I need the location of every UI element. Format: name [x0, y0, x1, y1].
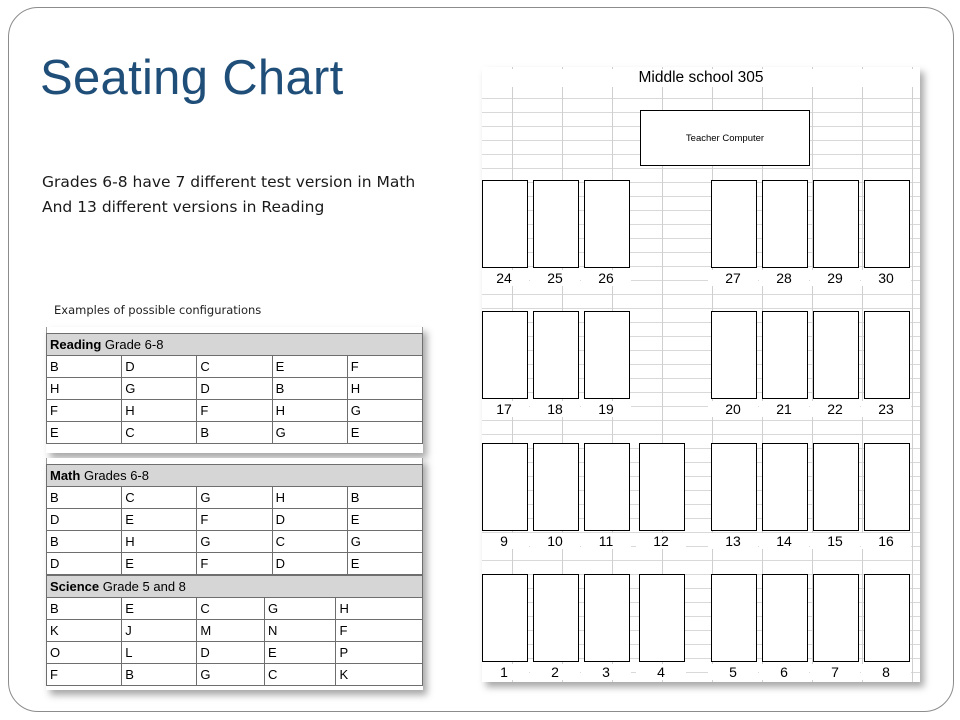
desk-number: 10	[530, 533, 580, 549]
desk-number: 20	[708, 401, 758, 417]
science-cell: C	[197, 598, 265, 620]
math-cell: E	[122, 509, 197, 531]
reading-table	[46, 327, 423, 453]
configurations-caption: Examples of possible configurations	[54, 303, 262, 317]
reading-cell: H	[272, 400, 347, 422]
desk-number: 23	[861, 401, 911, 417]
science-cell: M	[197, 620, 265, 642]
science-cell: C	[265, 664, 336, 686]
reading-cell: B	[272, 378, 347, 400]
desk-number: 11	[581, 533, 631, 549]
science-cell: G	[265, 598, 336, 620]
science-cell: D	[197, 642, 265, 664]
science-cell: E	[265, 642, 336, 664]
seating-chart-title: Middle school 305	[482, 69, 920, 87]
desk-number: 30	[861, 270, 911, 286]
reading-cell: H	[122, 400, 197, 422]
reading-row	[47, 400, 423, 422]
student-desk	[584, 574, 630, 662]
math-cell: B	[47, 531, 122, 553]
math-cell: C	[272, 531, 347, 553]
student-desk	[482, 443, 528, 531]
student-desk	[711, 443, 757, 531]
science-cell: F	[336, 620, 423, 642]
reading-grid	[46, 333, 423, 444]
science-cell: B	[47, 598, 122, 620]
science-cell: B	[122, 664, 197, 686]
math-cell: C	[122, 487, 197, 509]
teacher-computer-box: Teacher Computer	[640, 110, 810, 166]
body-line-2: And 13 different versions in Reading	[42, 198, 325, 216]
reading-cell: H	[347, 378, 422, 400]
reading-cell: C	[122, 422, 197, 444]
student-desk	[584, 311, 630, 399]
desk-number: 12	[636, 533, 686, 549]
science-cell: L	[122, 642, 197, 664]
reading-cell: G	[272, 422, 347, 444]
reading-cell: F	[347, 356, 422, 378]
student-desk	[864, 443, 910, 531]
student-desk	[533, 443, 579, 531]
reading-cell: G	[347, 400, 422, 422]
desk-number: 5	[708, 664, 758, 680]
desk-number: 26	[581, 270, 631, 286]
student-desk	[482, 180, 528, 268]
reading-row	[47, 356, 423, 378]
student-desk	[639, 574, 685, 662]
math-row	[47, 509, 423, 531]
math-cell: D	[47, 553, 122, 575]
reading-row	[47, 378, 423, 400]
student-desk	[813, 180, 859, 268]
student-desk	[864, 311, 910, 399]
student-desk	[762, 574, 808, 662]
reading-cell: D	[197, 378, 272, 400]
desk-number: 18	[530, 401, 580, 417]
student-desk	[533, 574, 579, 662]
desk-number: 6	[759, 664, 809, 680]
math-cell: D	[47, 509, 122, 531]
student-desk	[533, 180, 579, 268]
science-cell: K	[336, 664, 423, 686]
desk-number: 25	[530, 270, 580, 286]
desk-number: 27	[708, 270, 758, 286]
student-desk	[762, 311, 808, 399]
science-cell: E	[122, 598, 197, 620]
reading-cell: E	[47, 422, 122, 444]
slide-title: Seating Chart	[40, 51, 344, 105]
student-desk	[711, 180, 757, 268]
science-cell: H	[336, 598, 423, 620]
slide-body	[42, 170, 422, 220]
desk-number: 8	[861, 664, 911, 680]
student-desk	[762, 443, 808, 531]
science-grid	[46, 575, 423, 686]
desk-number: 1	[482, 664, 529, 680]
math-cell: D	[272, 509, 347, 531]
math-cell: H	[122, 531, 197, 553]
desk-number: 14	[759, 533, 809, 549]
science-row	[47, 598, 423, 620]
science-row	[47, 620, 423, 642]
student-desk	[584, 443, 630, 531]
math-cell: D	[272, 553, 347, 575]
reading-cell: C	[197, 356, 272, 378]
desk-number: 7	[810, 664, 860, 680]
desk-number: 16	[861, 533, 911, 549]
math-cell: B	[47, 487, 122, 509]
desk-number: 17	[482, 401, 529, 417]
student-desk	[864, 574, 910, 662]
science-cell: N	[265, 620, 336, 642]
math-row	[47, 553, 423, 575]
desk-number: 9	[482, 533, 529, 549]
reading-row	[47, 422, 423, 444]
science-cell: G	[197, 664, 265, 686]
reading-cell: F	[47, 400, 122, 422]
student-desk	[482, 311, 528, 399]
math-cell: G	[197, 531, 272, 553]
body-line-1: Grades 6-8 have 7 different test version in Math	[42, 173, 416, 191]
desk-number: 22	[810, 401, 860, 417]
science-cell: J	[122, 620, 197, 642]
student-desk	[813, 311, 859, 399]
science-row	[47, 664, 423, 686]
desk-number: 2	[530, 664, 580, 680]
student-desk	[639, 443, 685, 531]
math-row	[47, 531, 423, 553]
student-desk	[813, 574, 859, 662]
desk-number: 3	[581, 664, 631, 680]
math-cell: E	[347, 553, 422, 575]
science-cell: P	[336, 642, 423, 664]
math-table-header: Math Grades 6-8	[47, 465, 423, 487]
reading-cell: E	[272, 356, 347, 378]
reading-cell: E	[347, 422, 422, 444]
desk-number: 15	[810, 533, 860, 549]
reading-table-header: Reading Grade 6-8	[47, 334, 423, 356]
student-desk	[762, 180, 808, 268]
desk-number: 24	[482, 270, 529, 286]
math-science-table	[46, 458, 423, 690]
science-cell: O	[47, 642, 122, 664]
math-grid	[46, 464, 423, 575]
science-cell: K	[47, 620, 122, 642]
reading-cell: B	[197, 422, 272, 444]
desk-number: 4	[636, 664, 686, 680]
student-desk	[813, 443, 859, 531]
math-cell: F	[197, 509, 272, 531]
math-cell: F	[197, 553, 272, 575]
student-desk	[584, 180, 630, 268]
science-cell: F	[47, 664, 122, 686]
student-desk	[864, 180, 910, 268]
desk-number: 29	[810, 270, 860, 286]
student-desk	[711, 311, 757, 399]
desk-number: 21	[759, 401, 809, 417]
desk-number: 19	[581, 401, 631, 417]
math-cell: G	[347, 531, 422, 553]
desk-number: 28	[759, 270, 809, 286]
science-table-header: Science Grade 5 and 8	[47, 576, 423, 598]
seating-chart-sheet	[482, 67, 920, 682]
reading-cell: H	[47, 378, 122, 400]
math-cell: E	[122, 553, 197, 575]
student-desk	[533, 311, 579, 399]
math-cell: B	[347, 487, 422, 509]
reading-cell: F	[197, 400, 272, 422]
math-cell: H	[272, 487, 347, 509]
reading-cell: D	[122, 356, 197, 378]
reading-cell: G	[122, 378, 197, 400]
math-row	[47, 487, 423, 509]
desk-number: 13	[708, 533, 758, 549]
science-row	[47, 642, 423, 664]
student-desk	[482, 574, 528, 662]
student-desk	[711, 574, 757, 662]
math-cell: E	[347, 509, 422, 531]
math-cell: G	[197, 487, 272, 509]
reading-cell: B	[47, 356, 122, 378]
